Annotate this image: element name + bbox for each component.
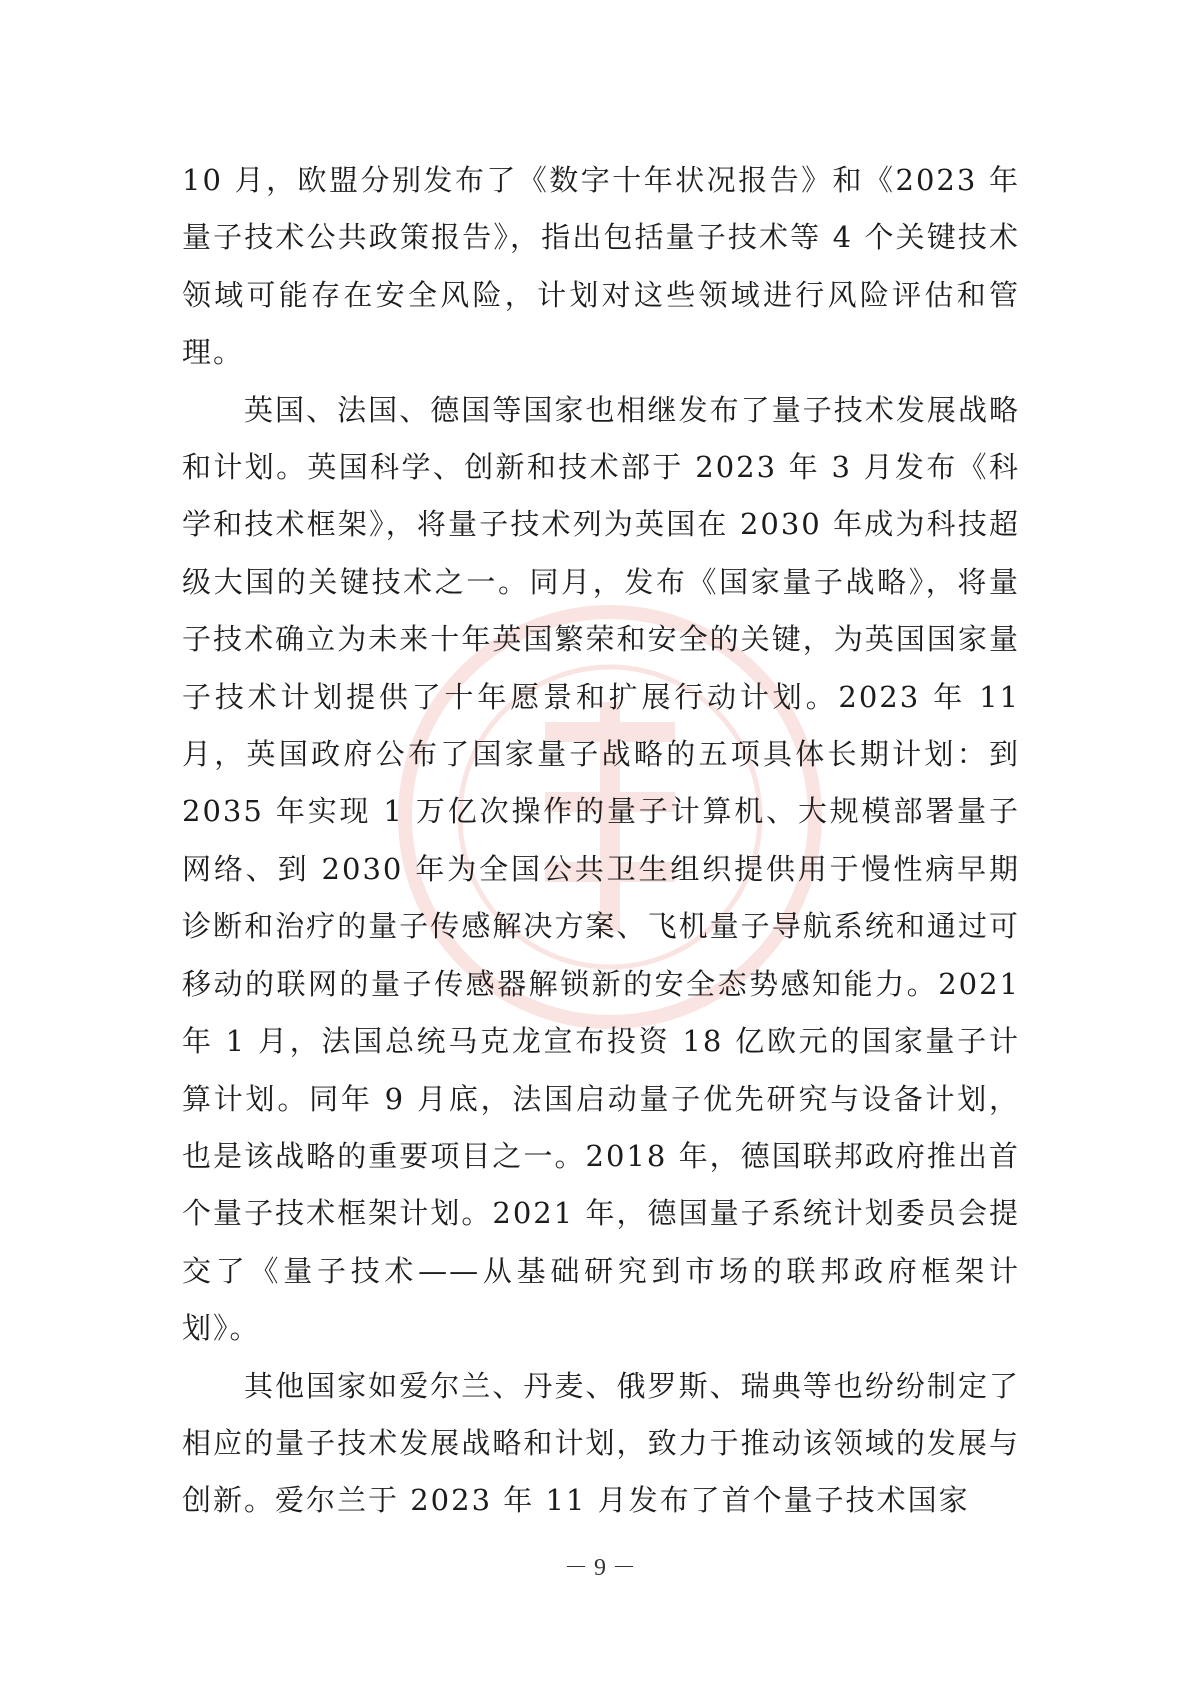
page-number: － 9 － bbox=[564, 1555, 636, 1581]
paragraph-1: 10 月，欧盟分别发布了《数字十年状况报告》和《2023 年量子技术公共政策报告》，指出包括量子技术等 4 个关键技术领域可能存在安全风险，计划对这些领域进行风险评估和管理。 bbox=[182, 163, 1020, 370]
body-text bbox=[182, 152, 1020, 1530]
paragraph-2: 英国、法国、德国等国家也相继发布了量子技术发展战略和计划。英国科学、创新和技术部于 2023 年 3 月发布《科学和技术框架》，将量子技术列为英国在 2030 年成为科技超级大国的关键技术之一。同月，发布《国家量子战略》，将量子技术确立为未来十年英国繁荣和安全的关键，为英国国家量子技术计划提供了十年愿景和扩展行动计划。2023 年 11 月，英国政府公布了国家量子战略的五项具体长期计划：到 2035 年实现 1 万亿次操作的量子计算机、大规模部署量子网络、到 2030 年为全国公共卫生组织提供用于慢性病早期诊断和治疗的量子传感解决方案、飞机量子导航系统和通过可移动的联网的量子传感器解锁新的安全态势感知能力。2021 年 1 月，法国总统马克龙宣布投资 18 亿欧元的国家量子计算计划。同年 9 月底，法国启动量子优先研究与设备计划，也是该战略的重要项目之一。2018 年，德国联邦政府推出首个量子技术框架计划。2021 年，德国量子系统计划委员会提交了《量子技术——从基础研究到市场的联邦政府框架计划》。 bbox=[182, 392, 1020, 1346]
paragraph-3: 其他国家如爱尔兰、丹麦、俄罗斯、瑞典等也纷纷制定了相应的量子技术发展战略和计划，致力于推动该领域的发展与创新。爱尔兰于 2023 年 11 月发布了首个量子技术国家 bbox=[182, 1368, 1020, 1518]
